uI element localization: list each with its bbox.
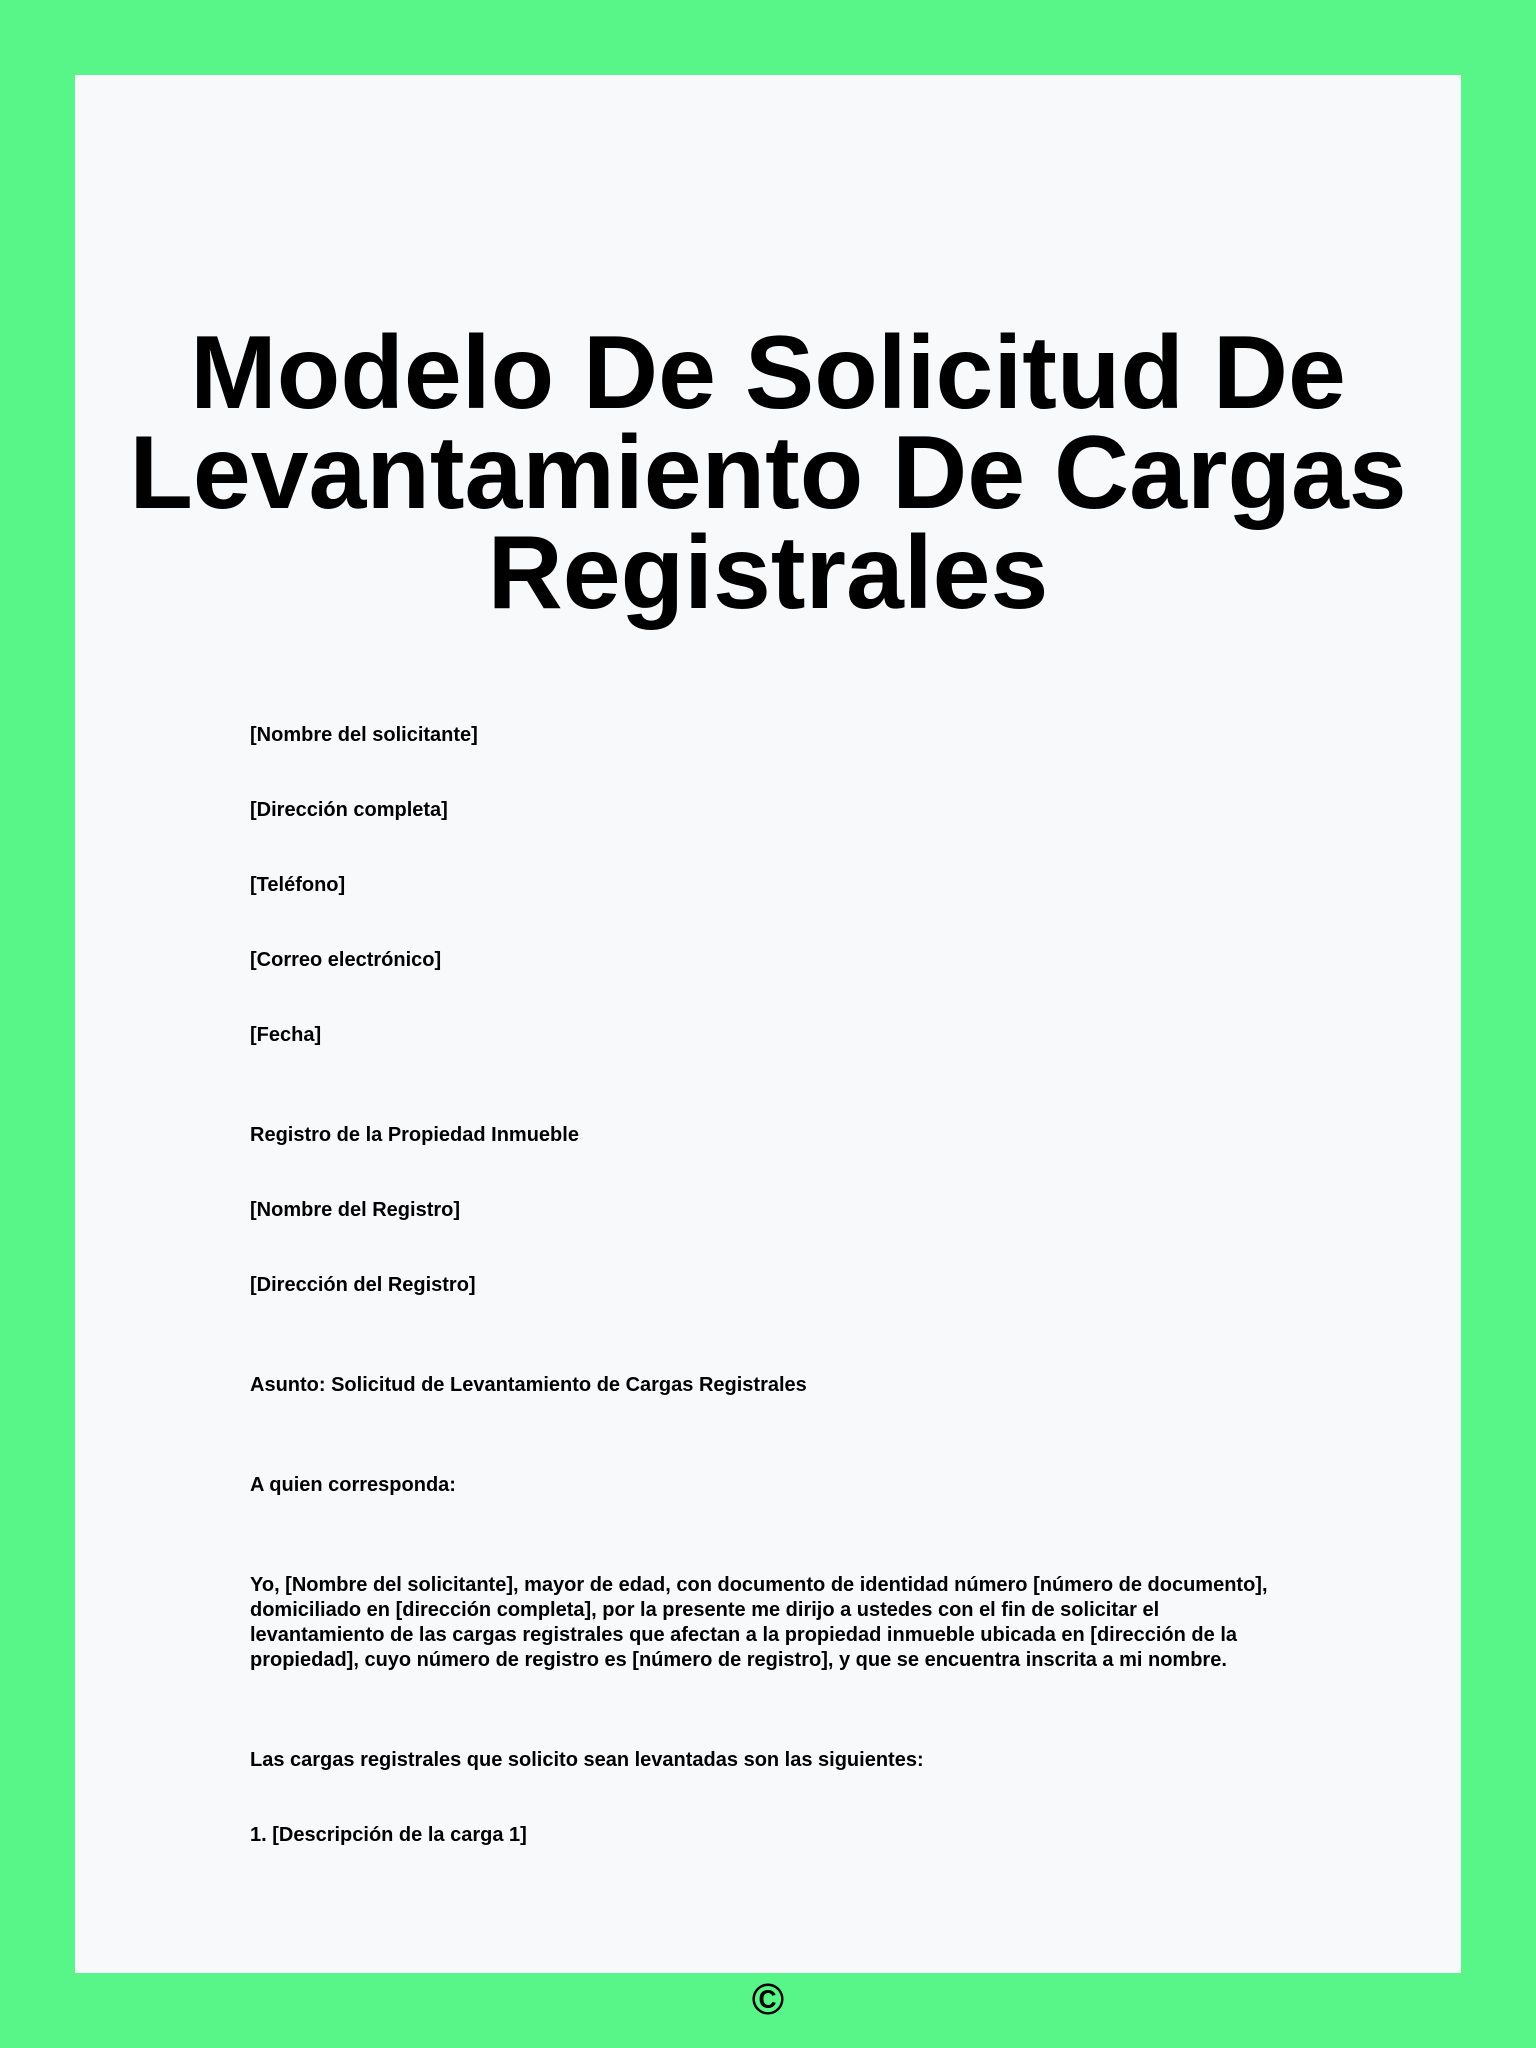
sender-email: [Correo electrónico]: [250, 949, 442, 971]
recipient-office: Registro de la Propiedad Inmueble: [250, 1124, 579, 1146]
list-item: 1. [Descripción de la carga 1]: [250, 1824, 527, 1846]
document-page: [75, 75, 1461, 2024]
letter-date: [Fecha]: [250, 1024, 322, 1046]
letter-greeting: A quien corresponda:: [250, 1474, 456, 1496]
sender-phone: [Teléfono]: [250, 874, 346, 896]
recipient-name: [Nombre del Registro]: [250, 1199, 461, 1221]
letter-body: [250, 723, 1290, 1848]
document-title: Modelo De Solicitud De Levantamiento De Cargas Registrales: [129, 315, 1407, 631]
copyright-icon: ©: [751, 1975, 785, 2024]
letter-subject: Asunto: Solicitud de Levantamiento de Cargas Registrales: [250, 1374, 807, 1396]
body-paragraph: Yo, [Nombre del solicitante], mayor de edad, con documento de identidad número [número de documento], domiciliado en [dirección completa], por la presente me dirijo a ustedes con el fin de solicitar el levantamiento de las cargas registrales que afectan a la propiedad inmueble ubicada en [dirección de la propiedad], cuyo número de registro es [número de registro], y que se encuentra inscrita a mi nombre.: [250, 1574, 1268, 1671]
recipient-address: [Dirección del Registro]: [250, 1274, 476, 1296]
sender-address: [Dirección completa]: [250, 799, 448, 821]
sender-name: [Nombre del solicitante]: [250, 724, 478, 746]
list-intro: Las cargas registrales que solicito sean levantadas son las siguientes:: [250, 1749, 924, 1771]
